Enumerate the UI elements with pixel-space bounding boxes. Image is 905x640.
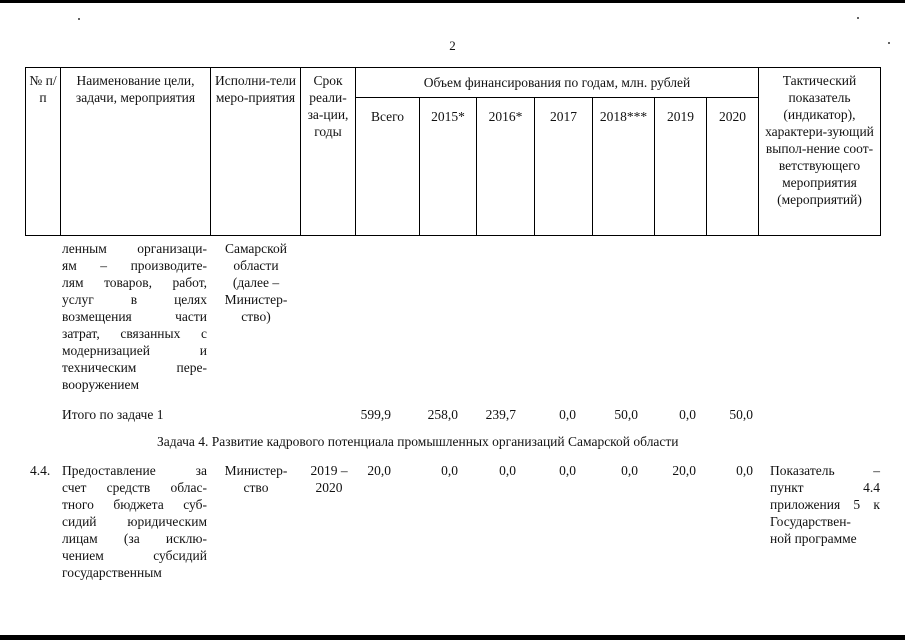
header-year: 2017 — [535, 98, 593, 236]
row-name-cell: Предоставление за счет средств облас- тного бюджета суб- сидий юридическим лицам (за исклю- чением субсидий государственным — [62, 463, 207, 580]
total-value: 50,0 — [614, 407, 638, 422]
header-exec: Исполни-тели меро-приятия — [211, 68, 301, 236]
header-year: 2020 — [707, 98, 759, 236]
header-term: Срок реали-за-ции, годы — [301, 68, 356, 236]
header-num: № п/п — [26, 68, 61, 236]
cont-name-cell: ленным организаци- ям – производите- лям товаров, работ, услуг в целях возмещения части затрат, связанных с модернизацией и техническим пере- вооружением — [62, 241, 207, 392]
scan-speck — [857, 17, 859, 19]
total-label: Итого по задаче 1 — [62, 407, 164, 422]
header-name: Наименование цели, задачи, мероприятия — [61, 68, 211, 236]
cont-exec-cell: Самарской области (далее – Министер- ство) — [224, 241, 288, 324]
header-total: Всего — [356, 98, 420, 236]
row-value: 0,0 — [499, 463, 516, 478]
scan-speck — [78, 18, 80, 20]
header-year: 2019 — [655, 98, 707, 236]
row-value: 20,0 — [367, 463, 391, 478]
task-heading: Задача 4. Развитие кадрового потенциала промышленных организаций Самарской области — [157, 434, 679, 449]
row-value: 0,0 — [621, 463, 638, 478]
header-year: 2018*** — [593, 98, 655, 236]
row-value: 0,0 — [559, 463, 576, 478]
total-value: 599,9 — [360, 407, 391, 422]
row-exec-cell: Министер- ство — [224, 463, 288, 495]
row-term-cell: 2019 – 2020 — [310, 463, 348, 495]
total-value: 258,0 — [427, 407, 458, 422]
header-funding: Объем финансирования по годам, млн. рублей — [356, 68, 759, 98]
row-value: 0,0 — [441, 463, 458, 478]
table-header — [25, 67, 881, 236]
total-value: 0,0 — [559, 407, 576, 422]
row-value: 0,0 — [736, 463, 753, 478]
total-value: 50,0 — [729, 407, 753, 422]
header-indicator: Тактический показатель (индикатор), характери-зующий выпол-нение соот-ветствующего мероприятия (мероприятий) — [759, 68, 881, 236]
row-value: 20,0 — [672, 463, 696, 478]
bottom-border — [0, 635, 905, 640]
row-number: 4.4. — [30, 463, 51, 478]
header-year: 2016* — [477, 98, 535, 236]
header-year: 2015* — [420, 98, 477, 236]
total-value: 239,7 — [485, 407, 516, 422]
page-number: 2 — [449, 38, 456, 53]
row-indicator-cell: Показатель – пункт 4.4 приложения 5 к Государствен- ной программе — [770, 463, 880, 546]
total-value: 0,0 — [679, 407, 696, 422]
top-border — [0, 0, 905, 3]
